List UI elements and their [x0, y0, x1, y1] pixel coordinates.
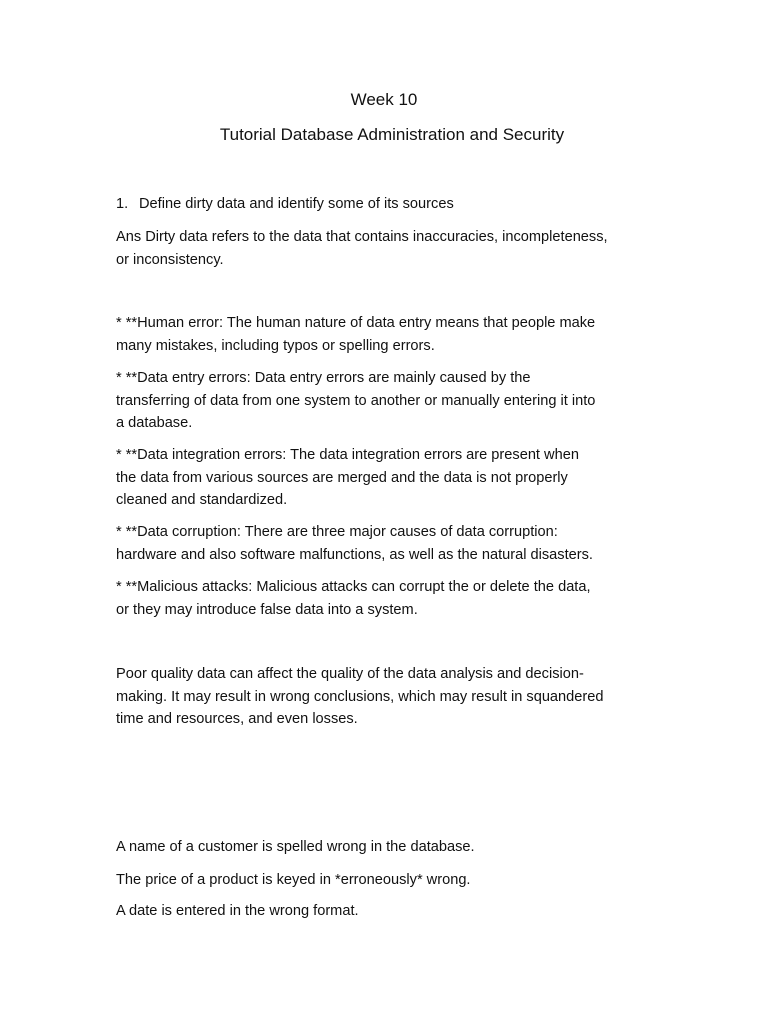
text-line: a database.	[116, 415, 193, 431]
text-line: time and resources, and even losses.	[116, 711, 358, 727]
example-line: A date is entered in the wrong format.	[116, 903, 359, 919]
text-line: the data from various sources are merged and the data is not properly	[116, 469, 568, 486]
example-line: A name of a customer is spelled wrong in the database.	[116, 839, 475, 855]
text-line: or they may introduce false data into a system.	[116, 601, 418, 618]
text-line: * **Human error: The human nature of data entry means that people make	[116, 315, 596, 331]
text-line: Ans Dirty data refers to the data that contains inaccuracies, incompleteness,	[116, 229, 608, 245]
document-title: Tutorial Database Administration and Security	[219, 125, 565, 144]
question-number: 1.	[116, 196, 129, 212]
impact-paragraph	[116, 663, 676, 731]
text-line: or inconsistency.	[116, 251, 224, 268]
source-data-entry-errors	[116, 367, 676, 435]
question-text: Define dirty data and identify some of its sources	[139, 196, 454, 212]
text-line: transferring of data from one system to another or manually entering it into	[116, 392, 596, 409]
text-line: Poor quality data can affect the quality of the data analysis and decision-	[116, 666, 584, 682]
source-data-corruption	[116, 521, 676, 566]
source-human-error	[116, 312, 676, 357]
source-malicious-attacks	[116, 576, 676, 621]
answer-paragraph	[116, 226, 676, 271]
example-line: The price of a product is keyed in *erroneously* wrong.	[116, 872, 471, 888]
week-heading: Week 10	[350, 90, 418, 109]
question-1	[116, 193, 454, 216]
text-line: * **Malicious attacks: Malicious attacks can corrupt the or delete the data,	[116, 579, 591, 595]
text-line: making. It may result in wrong conclusions, which may result in squandered	[116, 688, 604, 705]
text-line: cleaned and standardized.	[116, 492, 288, 508]
source-data-integration-errors	[116, 444, 676, 512]
text-line: many mistakes, including typos or spelling errors.	[116, 337, 435, 354]
text-line: * **Data entry errors: Data entry errors are mainly caused by the	[116, 370, 531, 386]
text-line: * **Data corruption: There are three major causes of data corruption:	[116, 524, 558, 540]
text-line: * **Data integration errors: The data integration errors are present when	[116, 447, 579, 463]
text-line: hardware and also software malfunctions, as well as the natural disasters.	[116, 546, 593, 563]
